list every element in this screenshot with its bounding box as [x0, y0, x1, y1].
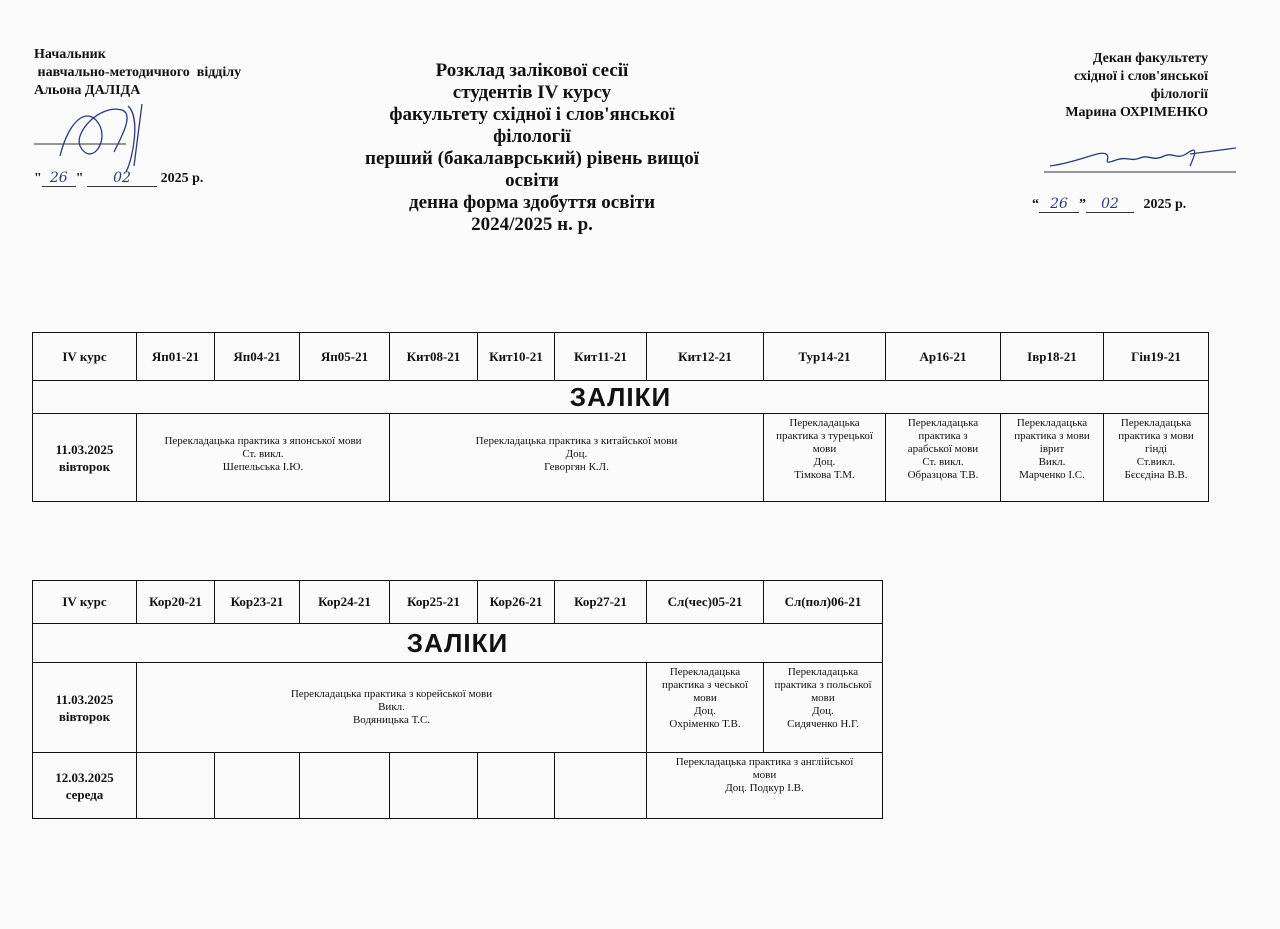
header-group: Кор26-21 — [478, 581, 555, 624]
header-group: Кит11-21 — [555, 333, 647, 381]
exam-subject: Перекладацька практика з англійської — [675, 756, 854, 768]
exam-teacher-title: Викл. — [378, 701, 405, 713]
exam-subject: мови — [811, 692, 835, 704]
title-line-6: освіти — [505, 170, 559, 191]
header-group: Кор20-21 — [137, 581, 215, 624]
exam-teacher-title: Доц. — [565, 448, 588, 460]
empty-cell — [390, 753, 478, 819]
exam-teacher-name: Охріменко Т.В. — [669, 718, 741, 730]
approval-right-year: 2025 р. — [1143, 197, 1187, 212]
exam-teacher-name: Сидяченко Н.Г. — [787, 718, 859, 730]
section-row — [33, 381, 1209, 414]
exam-subject: Перекладацька — [907, 417, 979, 429]
exam-teacher-title: Ст.викл. — [1136, 456, 1176, 468]
header-group: Кор27-21 — [555, 581, 647, 624]
approval-left-department: навчально-методичного відділу — [34, 65, 242, 80]
header-group: Івр18-21 — [1001, 333, 1104, 381]
exam-polish — [764, 663, 883, 753]
header-group: Ар16-21 — [886, 333, 1001, 381]
exam-teacher-name: Геворгян К.Л. — [544, 461, 609, 473]
section-row — [33, 624, 883, 663]
header-course: IV курс — [33, 333, 137, 381]
row-date-cell — [33, 753, 137, 819]
row-date-cell — [33, 663, 137, 753]
exam-subject: практика з — [918, 430, 968, 442]
approval-left — [34, 46, 304, 100]
exam-subject: гінді — [1144, 443, 1168, 455]
empty-cell — [300, 753, 390, 819]
exam-english — [647, 753, 883, 819]
row-weekday: середа — [65, 786, 104, 802]
exam-teacher-name: Бєсєдіна В.В. — [1124, 469, 1188, 481]
title-line-1: Розклад залікової сесії — [435, 60, 629, 81]
exam-teacher-name: Образцова Т.В. — [907, 469, 979, 481]
approval-left-name: Альона ДАЛІДА — [34, 83, 141, 98]
approval-right-faculty-1: східної і слов'янської — [1073, 69, 1208, 84]
exam-korean — [137, 663, 647, 753]
table-row — [33, 414, 1209, 502]
exam-teacher-title: Ст. викл. — [922, 456, 964, 468]
row-weekday: вівторок — [58, 458, 111, 474]
row-date: 11.03.2025 — [55, 691, 114, 707]
empty-cell — [555, 753, 647, 819]
exam-teacher-title: Доц. — [812, 705, 834, 717]
header-group: Яп05-21 — [300, 333, 390, 381]
exam-subject: Перекладацька — [789, 417, 860, 429]
title-line-8: 2024/2025 н. р. — [471, 214, 593, 235]
exam-teacher-title: Викл. — [1038, 456, 1066, 468]
exam-hebrew — [1001, 414, 1104, 502]
signature-right — [1040, 136, 1240, 186]
header-group: Кор25-21 — [390, 581, 478, 624]
exam-japanese — [137, 414, 390, 502]
exam-teacher: Доц. Подкур І.В. — [725, 782, 804, 794]
row-date: 11.03.2025 — [55, 441, 114, 457]
section-title: ЗАЛІКИ — [33, 624, 883, 663]
approval-left-month: 02 — [87, 170, 157, 187]
title-line-5: перший (бакалаврський) рівень вищої — [365, 148, 699, 169]
approval-left-position: Начальник — [34, 47, 106, 62]
exam-subject: практика з мови — [1014, 430, 1090, 442]
approval-right-date: “ 26 ” 02 2025 р. — [1032, 196, 1187, 212]
exam-teacher-name: Тімкова Т.М. — [794, 469, 855, 481]
header-group: Сл(чес)05-21 — [647, 581, 764, 624]
empty-cell — [478, 753, 555, 819]
exam-subject: арабської мови — [907, 443, 979, 455]
approval-left-year: 2025 р. — [160, 171, 204, 186]
exam-teacher-name: Шепельська І.Ю. — [222, 461, 304, 473]
schedule-table-2 — [32, 580, 883, 819]
exam-subject: практика з польської — [774, 679, 872, 691]
exam-subject: Перекладацька — [669, 666, 741, 678]
exam-arabic — [886, 414, 1001, 502]
header-course: IV курс — [33, 581, 137, 624]
exam-subject: практика з чеської — [662, 679, 748, 691]
title-line-2: студентів IV курсу — [452, 82, 612, 103]
exam-subject: мови — [752, 769, 777, 781]
exam-teacher-name: Водяницька Т.С. — [352, 714, 431, 726]
approval-right-day: 26 — [1039, 196, 1079, 213]
header-group: Кит08-21 — [390, 333, 478, 381]
exam-chinese — [390, 414, 764, 502]
title-line-7: денна форма здобуття освіти — [408, 192, 656, 213]
approval-right-month: 02 — [1086, 196, 1134, 213]
approval-right-position: Декан факультету — [1092, 51, 1208, 66]
exam-subject: Перекладацька — [1120, 417, 1192, 429]
title-line-4: філології — [493, 126, 571, 147]
table-row — [33, 753, 883, 819]
header-group: Яп01-21 — [137, 333, 215, 381]
empty-cell — [137, 753, 215, 819]
exam-teacher-name: Марченко І.С. — [1019, 469, 1085, 481]
row-weekday: вівторок — [58, 708, 111, 724]
exam-subject: Перекладацька практика з китайської мови — [475, 435, 678, 447]
row-date: 12.03.2025 — [55, 769, 114, 785]
header-group: Яп04-21 — [215, 333, 300, 381]
empty-cell — [215, 753, 300, 819]
header-group: Тур14-21 — [764, 333, 886, 381]
header-group: Кит12-21 — [647, 333, 764, 381]
exam-turkish — [764, 414, 886, 502]
exam-subject: Перекладацька практика з корейської мови — [290, 688, 493, 700]
exam-subject: мови — [693, 692, 717, 704]
exam-subject: Перекладацька — [1016, 417, 1088, 429]
exam-subject: мови — [812, 443, 837, 455]
exam-subject: практика з турецької — [776, 430, 873, 442]
header-group: Кит10-21 — [478, 333, 555, 381]
approval-right — [978, 50, 1208, 122]
exam-subject: практика з мови — [1118, 430, 1194, 442]
approval-right-faculty-2: філології — [1150, 87, 1208, 102]
table-header-row — [33, 581, 883, 624]
exam-czech — [647, 663, 764, 753]
table-row — [33, 663, 883, 753]
exam-teacher-title: Ст. викл. — [242, 448, 284, 460]
approval-left-day: 26 — [42, 170, 76, 187]
document-title — [322, 60, 742, 236]
exam-teacher-title: Доц. — [694, 705, 716, 717]
table-header-row — [33, 333, 1209, 381]
exam-teacher-title: Доц. — [813, 456, 836, 468]
row-date-cell — [33, 414, 137, 502]
exam-subject: Перекладацька — [787, 666, 859, 678]
approval-left-date: " 26 " 02 2025 р. — [34, 170, 204, 186]
schedule-table-1 — [32, 332, 1209, 502]
exam-subject: Перекладацька практика з японської мови — [164, 435, 362, 447]
approval-right-name: Марина ОХРІМЕНКО — [1065, 105, 1208, 120]
exam-subject: іврит — [1039, 443, 1065, 455]
section-title: ЗАЛІКИ — [33, 381, 1209, 414]
title-line-3: факультету східної і слов'янської — [389, 104, 675, 125]
header-group: Гін19-21 — [1104, 333, 1209, 381]
header-group: Кор23-21 — [215, 581, 300, 624]
header-group: Кор24-21 — [300, 581, 390, 624]
exam-hindi — [1104, 414, 1209, 502]
header-group: Сл(пол)06-21 — [764, 581, 883, 624]
